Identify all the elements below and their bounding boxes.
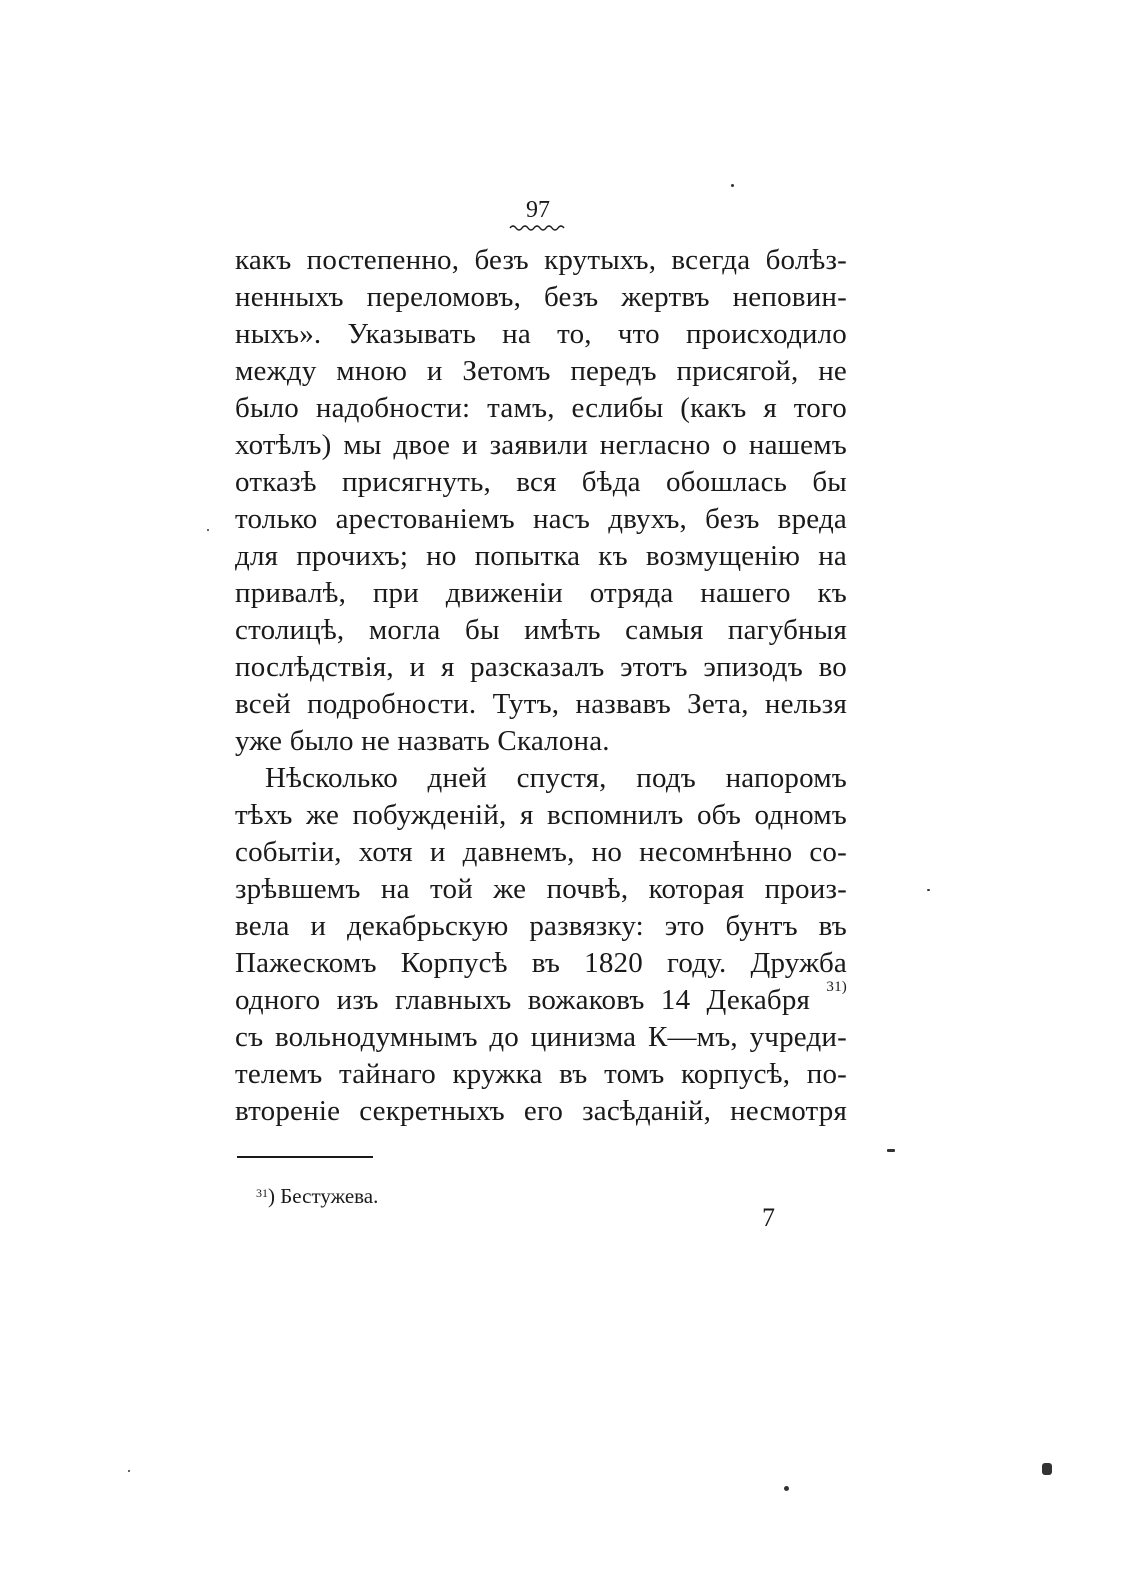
scan-speck xyxy=(731,184,734,187)
text-line: ныхъ». Указывать на то, что происходило xyxy=(235,318,847,350)
text-line: уже было не назвать Скалона. xyxy=(235,725,610,757)
footnote-paren: ) xyxy=(268,1184,275,1208)
scan-speck xyxy=(128,1470,130,1472)
text-line: для прочихъ; но попытка къ возмущенію на xyxy=(235,540,847,572)
footnote-text: Бестужева. xyxy=(275,1184,379,1208)
text-line: тѣхъ же побужденій, я вспомнилъ объ одномъ xyxy=(235,799,847,831)
footnote-marker: 31 xyxy=(256,1186,268,1200)
signature-mark: 7 xyxy=(762,1203,775,1232)
text-line: какъ постепенно, безъ крутыхъ, всегда болѣз- xyxy=(235,244,847,276)
text-line: вела и декабрьскую развязку: это бунтъ въ xyxy=(235,910,847,942)
scan-speck xyxy=(784,1486,789,1491)
text-line: отказѣ присягнуть, вся бѣда обошлась бы xyxy=(235,466,847,498)
scan-speck xyxy=(887,1149,895,1152)
page-number: 97 xyxy=(526,197,550,223)
text-line: между мною и Зетомъ передъ присягой, не xyxy=(235,355,847,387)
text-line: столицѣ, могла бы имѣть самыя пагубныя xyxy=(235,614,847,646)
body-text xyxy=(235,242,847,1130)
scan-speck xyxy=(927,889,930,891)
text-line-paragraph-start: Нѣсколько дней спустя, подъ напоромъ xyxy=(265,762,847,794)
text-line: событіи, хотя и давнемъ, но несомнѣнно со- xyxy=(235,836,847,868)
footnote xyxy=(256,1183,378,1209)
scan-speck xyxy=(207,529,209,531)
wavy-rule-ornament xyxy=(508,224,568,232)
text-line-main: одного изъ главныхъ вожаковъ 14 Декабря xyxy=(235,984,811,1016)
page-header xyxy=(508,196,568,232)
footnote-reference: 31) xyxy=(826,979,847,995)
text-line: съ вольнодумнымъ до цинизма К—мъ, учреди- xyxy=(235,1021,847,1053)
text-line: зрѣвшемъ на той же почвѣ, которая произ- xyxy=(235,873,847,905)
text-line: втореніе секретныхъ его засѣданій, несмотря xyxy=(235,1095,847,1127)
text-line: телемъ тайнаго кружка въ томъ корпусѣ, по- xyxy=(235,1058,847,1090)
text-line: ненныхъ переломовъ, безъ жертвъ неповин- xyxy=(235,281,847,313)
text-line: было надобности: тамъ, еслибы (какъ я того xyxy=(235,392,847,424)
text-line: только арестованіемъ насъ двухъ, безъ вреда xyxy=(235,503,847,535)
footnote-divider xyxy=(237,1156,373,1158)
text-line: хотѣлъ) мы двое и заявили негласно о нашемъ xyxy=(235,429,847,461)
text-line: привалѣ, при движеніи отряда нашего къ xyxy=(235,577,847,609)
text-line-with-footnote-ref xyxy=(235,979,847,1019)
scan-speck xyxy=(1042,1463,1052,1475)
text-line: послѣдствія, и я разсказалъ этотъ эпизодъ во xyxy=(235,651,847,683)
text-line: всей подробности. Тутъ, назвавъ Зета, нельзя xyxy=(235,688,847,720)
text-line: Пажескомъ Корпусѣ въ 1820 году. Дружба xyxy=(235,947,847,979)
